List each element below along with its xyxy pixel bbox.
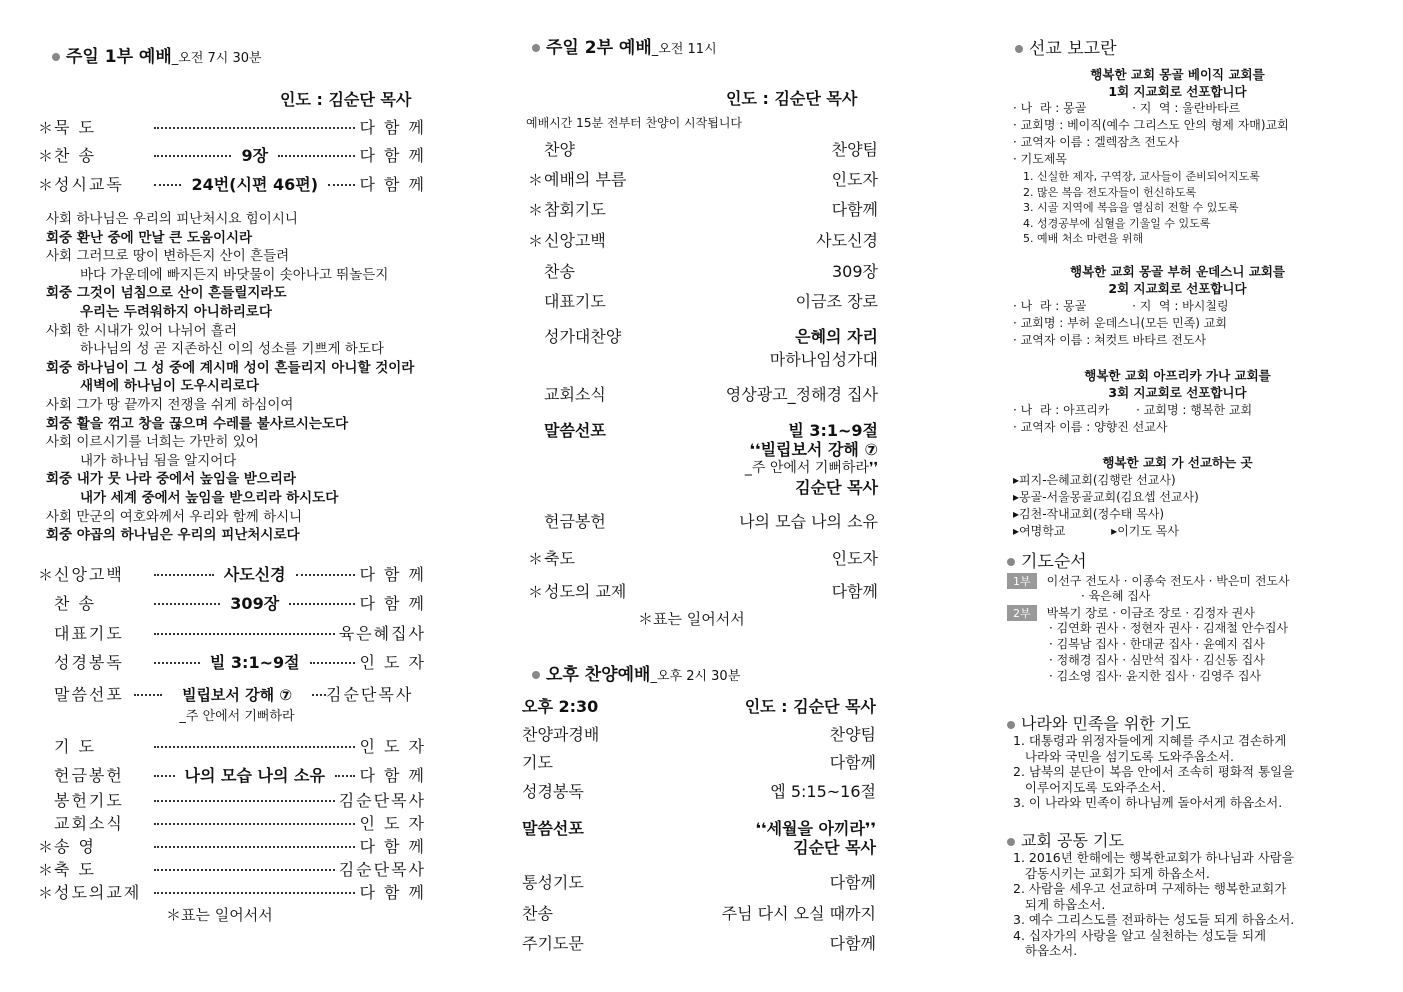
order-row [528,509,878,532]
order-row [528,579,878,602]
order-label-wrap [528,579,626,602]
responsive-line: 하나님의 성 곧 지존하신 이의 성소를 기쁘게 하도다 [80,341,384,358]
service2-leader: 인도 : 김순단 목사 [726,89,858,108]
star-mark: ＊ [38,861,54,879]
order-label-wrap [528,228,606,251]
dot-leader [154,155,231,157]
service3-leader: 인도 : 김순단 목사 [744,697,876,716]
order-row [522,901,876,924]
dot-leader [154,184,181,186]
sermon-title: 빌립보서 강해 ⑦ [181,686,293,704]
service1-title: 주일 1부 예배 [66,47,172,67]
star-mark: ＊ [38,884,54,902]
church1-heading2: 1회 지교회로 선포합니다 [1108,84,1247,99]
star-mark: ＊ [528,550,544,568]
order-content: 나의 모습 나의 소유 [184,766,325,785]
order-label-wrap [528,259,575,282]
nation-prayer-item: 나라와 국민을 섬기도록 도와주옵소서. [1013,748,1235,764]
dot-leader [328,184,355,186]
bullet-icon [1015,45,1023,53]
order-row [38,115,426,138]
support-item: ▸피지-은혜교회(김행란 선교사) [1013,473,1176,487]
service3-time: _오후 2시 30분 [650,669,741,684]
dot-leader [154,662,200,664]
order-label: 기도 [522,753,553,772]
order-label: 성도의교제 [54,883,142,902]
bullet-icon [532,44,540,52]
order-row [38,143,426,166]
order-row [38,857,426,880]
sermon-preacher: 김순단 목사 [793,838,876,857]
sermon-preacher: 김순단목사 [326,685,414,704]
sermon-label: 말씀선포 [522,819,584,838]
responsive-line: 회중 활을 꺾고 창을 끊으며 수레를 불사르시는도다 [46,415,349,432]
service2-title: 주일 2부 예배 [546,38,652,58]
sermon-label: 말씀선포 [544,421,606,440]
order-who: 다 함 께 [359,837,426,856]
order-who: 다 함 께 [359,118,426,137]
responsive-line: 우리는 두려워하지 아니하리로다 [80,304,272,320]
order-row [38,650,426,673]
info-line: · 교회명 : 부허 운데스니(모든 민족) 교회 [1013,316,1227,330]
order-label-wrap [528,509,606,532]
part2-tag: 2부 [1007,605,1037,621]
prayer-item: 4. 성경공부에 심혈을 기울일 수 있도록 [1023,216,1211,230]
sermon-label: 말씀선포 [54,685,124,704]
order-label: 신앙고백 [544,231,606,250]
service3-start-row [522,694,876,717]
bullet-icon [52,53,60,61]
responsive-line: 사회 한 시내가 있어 나뉘어 흘러 [46,322,237,339]
order-row [38,788,426,811]
info-line: · 기도제목 [1013,152,1067,166]
dot-leader [278,155,355,157]
dot-leader [154,775,175,777]
dot-leader [154,127,355,129]
service3-header [532,660,740,685]
church-prayer-title: 교회 공동 기도 [1021,831,1124,850]
order-label: 헌금봉헌 [54,766,124,785]
order-label: 찬송 [544,262,575,281]
church2-heading1: 행복한 교회 몽골 부허 운데스니 교회를 [1070,264,1285,279]
dot-leader [289,603,355,605]
order-row [38,880,426,903]
order-who: 김순단목사 [338,791,426,810]
dot-leader [154,892,355,894]
order-row [38,734,426,757]
bullet-icon [1007,838,1015,846]
info-line: · 나 라 : 몽골 · 지 역 : 울란바타르 [1013,101,1241,115]
order-label: 찬 송 [54,146,96,165]
mission-title: 선교 보고란 [1029,39,1117,59]
star-mark: ＊ [38,147,54,165]
service2-time: _오전 11시 [651,42,717,57]
order-row [528,259,878,282]
responsive-line: 회중 환난 중에 만날 큰 도움이시라 [46,229,253,246]
order-who: 다 함 께 [359,594,426,613]
order-content: 24번(시편 46편) [191,175,319,194]
order-label: 통성기도 [522,873,584,892]
order-label: 주기도문 [522,934,584,953]
support-item: ▸몽골-서울몽골교회(김요셉 선교사) [1013,490,1199,504]
responsive-line: 회중 야곱의 하나님은 우리의 피난처시로다 [46,527,300,544]
info-line: · 교역자 이름 : 쳐컷트 바타르 전도사 [1013,333,1207,347]
info-line: · 나 라 : 몽골 · 지 역 : 바시칠링 [1013,299,1229,313]
order-label: 신앙고백 [54,565,124,584]
prayer-line: · 김복남 집사 · 한대균 집사 · 윤예지 집사 [1049,637,1265,651]
service2-notice: 예배시간 15분 전부터 찬양이 시작됩니다 [526,116,743,130]
order-value: 다함께 [829,873,876,892]
prayer-item: 1. 신실한 제자, 구역장, 교사들이 준비되어지도록 [1023,170,1260,183]
order-value: 엡 5:15~16절 [770,782,876,801]
prayer-line: 박복기 장로 · 이금조 장로 · 김정자 권사 [1046,606,1255,620]
nation-prayer-item: 1. 대통령과 위정자들에게 지혜를 주시고 겸손하게 [1013,733,1287,748]
bullet-icon [532,671,540,679]
order-content: 9장 [241,146,269,165]
responsive-line: 내가 세계 중에서 높임을 받으리라 하시도다 [80,490,339,506]
church-prayer-item: 4. 십자가의 사랑을 알고 실천하는 성도들 되게 [1013,927,1267,943]
order-label-wrap [528,137,575,160]
info-line: · 교역자 이름 : 양향진 선교사 [1013,420,1168,434]
order-who: 다 함 께 [359,175,427,194]
order-label: 헌금봉헌 [544,512,606,531]
order-label: 봉헌기도 [54,791,124,810]
order-content: 309장 [230,594,280,613]
info-line: · 교회명 : 베이직(예수 그리스도 안의 형제 자매)교회 [1013,118,1289,132]
service2-note: ＊표는 일어서서 [638,610,745,628]
choir-group: 마하나임성가대 [769,350,878,369]
star-mark: ＊ [38,838,54,856]
church3-heading2: 3회 지교회로 선포합니다 [1108,385,1247,400]
order-row [522,779,876,802]
order-value: 309장 [832,262,878,281]
responsive-line: 새벽에 하나님이 도우시리로다 [80,378,259,395]
order-row [522,750,876,773]
info-line: · 교역자 이름 : 겔렉잠츠 전도사 [1013,135,1180,149]
dot-leader [310,662,356,664]
order-row [528,546,878,569]
part1-tag: 1부 [1007,573,1037,589]
order-row [38,811,426,834]
order-label-wrap [528,197,606,220]
bullet-icon [1007,721,1015,729]
order-label: 성경봉독 [54,653,124,672]
order-who: 다 함 께 [359,565,426,584]
responsive-line: 내가 하나님 됨을 알지어다 [80,452,237,469]
order-who: 인 도 자 [359,814,426,833]
order-label: 찬송 [522,904,553,923]
dot-leader [154,633,335,635]
star-mark: ＊ [528,583,544,601]
dot-leader [296,574,356,576]
service3-title: 오후 찬양예배 [546,665,651,685]
church-prayer-item: 1. 2016년 한해에는 행복한교회가 하나님과 사람을 [1013,850,1294,865]
order-row [528,289,878,312]
order-row [528,228,878,251]
dot-leader [154,574,214,576]
dot-leader [335,775,356,777]
order-row [528,167,878,190]
order-who: 인 도 자 [359,737,426,756]
order-row [522,722,876,745]
sermon-title: ❛❛빌립보서 강해 ⑦ [749,440,878,459]
choir-title: 은혜의 자리 [795,327,878,346]
order-row [528,137,878,160]
responsive-line: 회중 하나님이 그 성 중에 계시매 성이 흔들리지 아니할 것이라 [46,359,415,376]
order-who: 다 함 께 [359,146,427,165]
order-value: 찬양팀 [829,725,876,744]
order-row [38,834,426,857]
support-heading: 행복한 교회 가 선교하는 곳 [1102,455,1253,470]
order-value: 나의 모습 나의 소유 [739,512,878,531]
responsive-line: 사회 만군의 여호와께서 우리와 함께 하시니 [46,508,303,525]
support-item: ▸여명학교 ▸이기도 목사 [1013,524,1179,538]
church-prayer-item: 2. 사람을 세우고 선교하며 구제하는 행복한교회가 [1013,881,1287,896]
service2-news [528,382,878,405]
order-value: 다함께 [831,200,878,219]
nation-prayer-item: 3. 이 나라와 민족이 하나님께 돌아서게 하옵소서. [1013,795,1283,810]
responsive-line: 사회 그러므로 땅이 변하든지 산이 흔들려 [46,248,290,265]
order-row [38,621,426,644]
prayer-order-header [1007,547,1087,572]
support-item: ▸김천-작내교회(정수태 목사) [1013,507,1165,521]
order-who: 인 도 자 [359,653,427,672]
order-row [522,870,876,893]
nation-prayer-item: 2. 남북의 분단이 복음 안에서 조속히 평화적 통일을 [1013,764,1295,779]
order-content: 사도신경 [223,565,286,584]
responsive-line: 사회 하나님은 우리의 피난처시요 힘이시니 [46,211,298,227]
dot-leader [154,603,220,605]
service1-sermon [38,682,426,722]
service1-header [52,42,262,67]
responsive-line: 회중 내가 뭇 나라 중에서 높임을 받으리라 [46,471,296,488]
order-label: 묵 도 [54,118,96,137]
church-prayer-item: 3. 예수 그리스도를 전파하는 성도들 되게 하옵소서. [1013,912,1295,927]
order-label: 대표기도 [54,624,124,643]
order-label: 대표기도 [544,292,606,311]
star-mark: ＊ [38,176,54,194]
order-who: 김순단목사 [338,860,426,879]
order-row [528,197,878,220]
order-label-wrap [528,167,626,190]
order-value: 주님 다시 오실 때까지 [721,904,876,923]
order-value: 찬양팀 [831,140,878,159]
church-prayer-item: 하옵소서. [1013,943,1078,958]
order-label: 성도의 교제 [544,582,627,601]
order-value: 이금조 장로 [795,292,878,311]
church1-heading1: 행복한 교회 몽골 베이직 교회를 [1090,67,1265,82]
prayer-order-title: 기도순서 [1021,552,1087,572]
prayer-line: · 정해경 집사 · 심만석 집사 · 김신동 집사 [1049,653,1265,667]
sermon-title: ❛❛세월을 아끼라❜❜ [755,819,876,838]
bullet-icon [1007,558,1015,566]
church-prayer-item: 되게 하옵소서. [1013,896,1106,912]
order-label-wrap [528,546,575,569]
order-row [38,591,426,614]
prayer-item: 2. 많은 복음 전도자들이 헌신하도록 [1023,185,1197,199]
service1-note: ＊표는 일어서서 [166,906,273,924]
order-label-wrap [528,289,606,312]
order-value: 다함께 [829,753,876,772]
order-value: 다함께 [831,582,878,601]
sermon-ref: 빌 3:1~9절 [788,421,878,440]
responsive-line: 사회 이르시기를 너희는 가만히 있어 [46,434,259,451]
order-label: 축 도 [54,860,96,879]
order-who: 다 함 께 [359,883,426,902]
church2-heading2: 2회 지교회로 선포합니다 [1108,281,1247,296]
service2-sermon [528,418,878,497]
order-label: 성시교독 [54,175,124,194]
order-value: 다함께 [829,934,876,953]
order-value: 인도자 [831,170,878,189]
star-mark: ＊ [38,566,54,584]
order-row [38,172,426,195]
responsive-line: 사회 그가 땅 끝까지 전쟁을 쉬게 하심이여 [46,397,294,413]
order-label: 찬 송 [54,594,96,613]
order-row [38,562,426,585]
order-who: 다 함 께 [359,766,426,785]
dot-leader [154,746,355,748]
responsive-line: 바다 가운데에 빠지든지 바닷물이 솟아나고 뛰놀든지 [80,266,389,283]
service1-time: _오전 7시 30분 [171,51,262,66]
dot-leader [154,869,335,871]
prayer-line: · 육은혜 집사 [1081,589,1151,603]
service2-choir [528,324,878,370]
choir-label: 성가대찬양 [544,327,622,346]
prayer-line: 이선구 전도사 · 이종숙 전도사 · 박은미 전도사 [1046,574,1290,588]
order-row [522,931,876,954]
order-label: 찬양과경배 [522,725,600,744]
order-label: 참회기도 [544,200,606,219]
prayer-item: 3. 시골 지역에 복음을 열심히 전할 수 있도록 [1023,201,1239,214]
sermon-preacher: 김순단 목사 [795,478,878,497]
news-label: 교회소식 [544,385,606,404]
service3-start: 오후 2:30 [522,697,599,716]
service1-leader: 인도 : 김순단 목사 [280,90,412,109]
prayer-item: 5. 예배 처소 마련을 위해 [1023,232,1144,245]
church3-heading1: 행복한 교회 아프리카 가나 교회를 [1084,368,1271,383]
order-label: 송 영 [54,837,96,856]
star-mark: ＊ [528,171,544,189]
responsive-line: 회중 그것이 넘침으로 산이 흔들릴지라도 [46,285,287,302]
church-prayer-item: 감동시키는 교회가 되게 하옵소서. [1013,865,1210,881]
service2-header [532,33,717,58]
order-content: 빌 3:1~9절 [209,653,300,672]
order-label: 기 도 [54,737,96,756]
star-mark: ＊ [528,201,544,219]
service3-sermon [522,816,876,857]
dot-leader [154,846,355,848]
prayer-line: · 김소영 집사· 윤지한 집사 · 김영주 집사 [1049,669,1262,683]
nation-prayer-title: 나라와 민족을 위한 기도 [1021,714,1191,733]
order-who: 육은혜집사 [338,624,426,643]
star-mark: ＊ [38,119,54,137]
nation-prayer-item: 이루어지도록 도와주소서. [1013,779,1166,795]
order-label: 교회소식 [54,814,124,833]
prayer-line: · 김연화 권사 · 정현자 권사 · 김재철 안수집사 [1049,621,1289,635]
sermon-subtitle: _주 안에서 기뻐하라 [179,709,295,724]
dot-leader [154,800,335,802]
star-mark: ＊ [528,232,544,250]
sermon-subtitle: _주 안에서 기뻐하라❜❜ [744,460,878,476]
order-row [38,763,426,786]
order-label: 축도 [544,549,575,568]
order-value: 사도신경 [816,231,878,250]
dot-leader [154,823,355,825]
order-label: 찬양 [544,140,575,159]
order-label: 성경봉독 [522,782,584,801]
info-line: · 나 라 : 아프리카 · 교회명 : 행복한 교회 [1013,403,1253,417]
order-value: 인도자 [831,549,878,568]
order-label: 예배의 부름 [544,170,627,189]
mission-header [1015,34,1117,59]
news-value: 영상광고_정해경 집사 [725,385,878,404]
